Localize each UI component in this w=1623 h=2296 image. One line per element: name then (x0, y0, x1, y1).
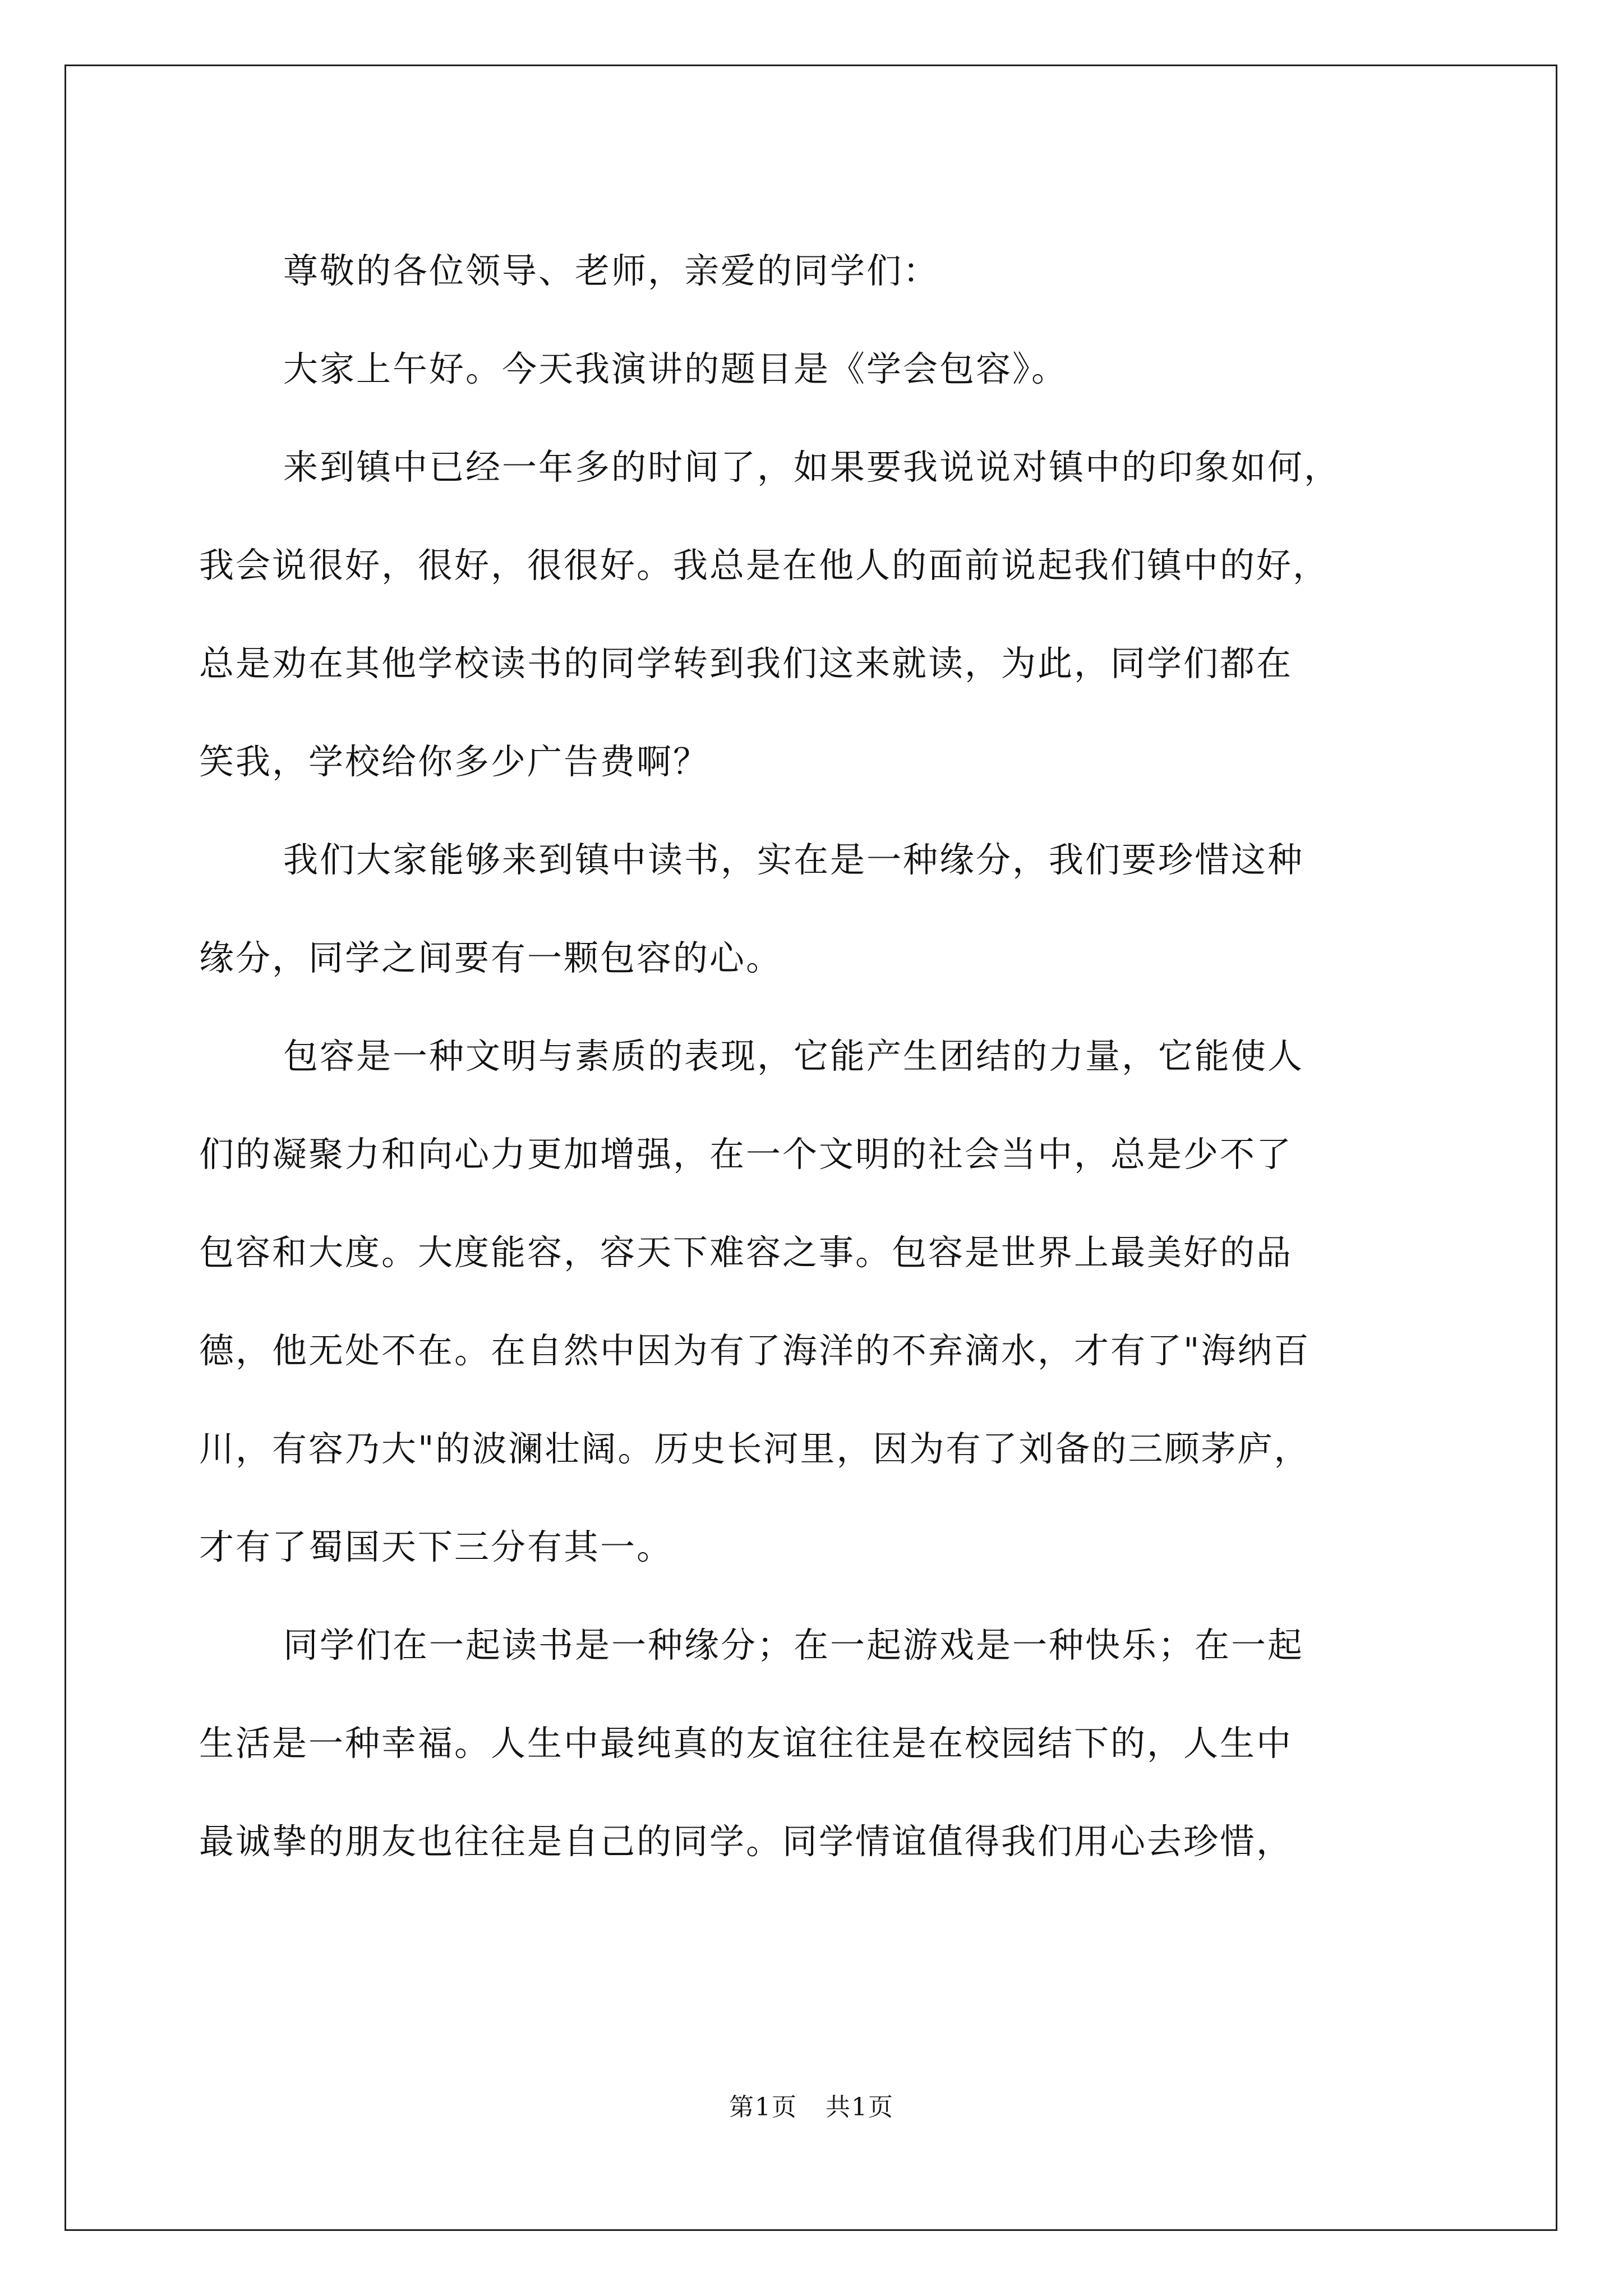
text-line: 笑我，学校给你多少广告费啊？ (199, 741, 710, 782)
text-line: 我们大家能够来到镇中读书，实在是一种缘分，我们要珍惜这种 (283, 839, 1304, 880)
text-line: 最诚挚的朋友也往往是自己的同学。同学情谊值得我们用心去珍惜， (199, 1821, 1293, 1862)
text-line: 包容和大度。大度能容，容天下难容之事。包容是世界上最美好的品 (199, 1232, 1293, 1273)
document-body (199, 222, 1455, 1890)
text-line: 才有了蜀国天下三分有其一。 (199, 1526, 674, 1567)
text-line: 包容是一种文明与素质的表现，它能产生团结的力量，它能使人 (283, 1036, 1304, 1076)
text-line: 缘分，同学之间要有一颗包容的心。 (199, 937, 783, 978)
text-line: 同学们在一起读书是一种缘分；在一起游戏是一种快乐；在一起 (283, 1625, 1304, 1665)
paragraph-intro (199, 320, 1455, 418)
paragraph-fate (199, 811, 1455, 1007)
text-line: 们的凝聚力和向心力更加增强，在一个文明的社会当中，总是少不了 (199, 1134, 1293, 1175)
text-line: 来到镇中已经一年多的时间了，如果要我说说对镇中的印象如何， (283, 447, 1341, 487)
page-number-current: 第1页 (729, 2093, 797, 2122)
paragraph-greeting (199, 222, 1455, 320)
paragraph-impression (199, 418, 1455, 811)
paragraph-classmates (199, 1596, 1455, 1890)
text-line: 川，有容乃大"的波澜壮阔。历史长河里，因为有了刘备的三顾茅庐， (199, 1428, 1311, 1469)
text-line: 尊敬的各位领导、老师，亲爱的同学们： (283, 250, 940, 291)
paragraph-tolerance (199, 1007, 1455, 1596)
page-number-total: 共1页 (826, 2093, 894, 2122)
text-line: 大家上午好。今天我演讲的题目是《学会包容》。 (283, 348, 1068, 389)
page-footer (0, 2087, 1623, 2123)
text-line: 总是劝在其他学校读书的同学转到我们这来就读，为此，同学们都在 (199, 643, 1293, 684)
text-line: 德，他无处不在。在自然中因为有了海洋的不弃滴水，才有了"海纳百 (199, 1330, 1311, 1371)
text-line: 生活是一种幸福。人生中最纯真的友谊往往是在校园结下的，人生中 (199, 1723, 1293, 1764)
text-line: 我会说很好，很好，很很好。我总是在他人的面前说起我们镇中的好， (199, 545, 1330, 586)
